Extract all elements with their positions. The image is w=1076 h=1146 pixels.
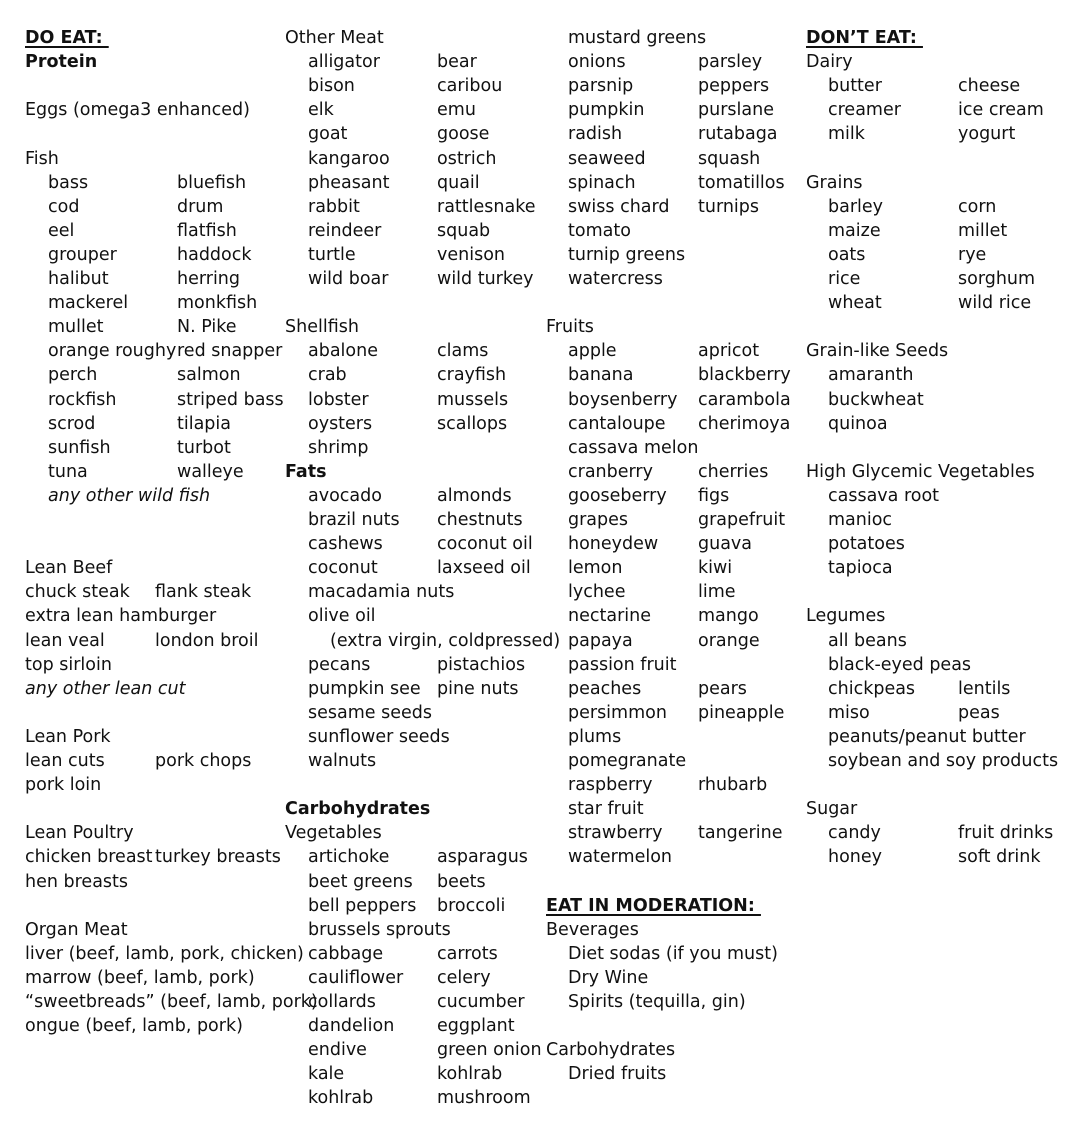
list-item: (extra virgin, coldpressed) xyxy=(330,631,561,651)
section-heading: EAT IN MODERATION: xyxy=(546,896,761,916)
list-item: apricot xyxy=(698,341,760,361)
list-item: buckwheat xyxy=(828,390,924,410)
subheading: Vegetables xyxy=(285,823,382,843)
list-item: squash xyxy=(698,149,761,169)
list-item: wild turkey xyxy=(437,269,534,289)
list-item: oysters xyxy=(308,414,373,434)
list-item: sunflower seeds xyxy=(308,727,450,747)
list-item: kohlrab xyxy=(308,1088,374,1108)
list-item: all beans xyxy=(828,631,907,651)
list-item: soft drink xyxy=(958,847,1041,867)
list-item: perch xyxy=(48,365,98,385)
list-item: swiss chard xyxy=(568,197,670,217)
list-item: kangaroo xyxy=(308,149,390,169)
list-item: boysenberry xyxy=(568,390,678,410)
subheading: Sugar xyxy=(806,799,858,819)
list-item: quail xyxy=(437,173,480,193)
list-item: butter xyxy=(828,76,882,96)
list-item: coconut xyxy=(308,558,378,578)
list-item: honey xyxy=(828,847,883,867)
list-item: star fruit xyxy=(568,799,644,819)
list-item: corn xyxy=(958,197,997,217)
list-item: laxseed oil xyxy=(437,558,531,578)
list-item: gooseberry xyxy=(568,486,667,506)
list-item: orange xyxy=(698,631,760,651)
list-item: squab xyxy=(437,221,491,241)
list-item: mackerel xyxy=(48,293,129,313)
list-item: cucumber xyxy=(437,992,525,1012)
list-item: cassava root xyxy=(828,486,940,506)
list-item: tomato xyxy=(568,221,631,241)
list-item: peppers xyxy=(698,76,770,96)
list-item: chestnuts xyxy=(437,510,523,530)
subheading: Shellfish xyxy=(285,317,359,337)
list-item: mussels xyxy=(437,390,509,410)
list-item: asparagus xyxy=(437,847,528,867)
subheading: Other Meat xyxy=(285,28,384,48)
list-item: crab xyxy=(308,365,347,385)
list-item: N. Pike xyxy=(177,317,237,337)
list-item: clams xyxy=(437,341,489,361)
list-item: pecans xyxy=(308,655,371,675)
list-item: drum xyxy=(177,197,224,217)
list-item: maize xyxy=(828,221,881,241)
list-item: bear xyxy=(437,52,477,72)
list-item: lobster xyxy=(308,390,369,410)
list-item: turnip greens xyxy=(568,245,686,265)
list-item: striped bass xyxy=(177,390,284,410)
list-item: brussels sprouts xyxy=(308,920,451,940)
list-item: strawberry xyxy=(568,823,663,843)
list-item: tilapia xyxy=(177,414,232,434)
list-item: rutabaga xyxy=(698,124,778,144)
list-item: chicken breast xyxy=(25,847,153,867)
list-item: sorghum xyxy=(958,269,1036,289)
list-item: reindeer xyxy=(308,221,382,241)
list-item: pistachios xyxy=(437,655,526,675)
list-item: peaches xyxy=(568,679,642,699)
list-item: wild boar xyxy=(308,269,389,289)
list-item: kiwi xyxy=(698,558,733,578)
list-item: coconut oil xyxy=(437,534,533,554)
list-item: cashews xyxy=(308,534,383,554)
subheading: any other lean cut xyxy=(25,679,186,699)
subheading: “sweetbreads” (beef, lamb, pork) xyxy=(25,992,318,1012)
list-item: nectarine xyxy=(568,606,651,626)
list-item: scrod xyxy=(48,414,96,434)
list-item: parsley xyxy=(698,52,763,72)
list-item: tuna xyxy=(48,462,88,482)
subheading: Legumes xyxy=(806,606,886,626)
list-item: walnuts xyxy=(308,751,377,771)
list-item: turbot xyxy=(177,438,231,458)
list-item: miso xyxy=(828,703,870,723)
list-item: onions xyxy=(568,52,626,72)
list-item: cheese xyxy=(958,76,1021,96)
list-item: walleye xyxy=(177,462,244,482)
list-item: cod xyxy=(48,197,80,217)
list-item: peanuts/peanut butter xyxy=(828,727,1026,747)
list-item: monkfish xyxy=(177,293,258,313)
list-item: rice xyxy=(828,269,861,289)
list-item: Spirits (tequilla, gin) xyxy=(568,992,746,1012)
list-item: kohlrab xyxy=(437,1064,503,1084)
subheading: Eggs (omega3 enhanced) xyxy=(25,100,250,120)
list-item: yogurt xyxy=(958,124,1016,144)
list-item: mustard greens xyxy=(568,28,707,48)
subheading: hen breasts xyxy=(25,872,129,892)
list-item: quinoa xyxy=(828,414,888,434)
list-item: candy xyxy=(828,823,881,843)
list-item: eggplant xyxy=(437,1016,515,1036)
subheading: Carbohydrates xyxy=(546,1040,676,1060)
list-item: elk xyxy=(308,100,334,120)
list-item: shrimp xyxy=(308,438,369,458)
list-item: rabbit xyxy=(308,197,360,217)
list-item: Diet sodas (if you must) xyxy=(568,944,778,964)
subheading: Organ Meat xyxy=(25,920,128,940)
list-item: barley xyxy=(828,197,884,217)
list-item: persimmon xyxy=(568,703,667,723)
list-item: carambola xyxy=(698,390,791,410)
list-item: cauliflower xyxy=(308,968,404,988)
list-item: olive oil xyxy=(308,606,376,626)
list-item: rattlesnake xyxy=(437,197,536,217)
list-item: orange roughy xyxy=(48,341,177,361)
list-item: wild rice xyxy=(958,293,1032,313)
list-item: avocado xyxy=(308,486,382,506)
list-item: lentils xyxy=(958,679,1011,699)
list-item: turnips xyxy=(698,197,760,217)
list-item: cranberry xyxy=(568,462,653,482)
section-heading: DON’T EAT: xyxy=(806,28,923,48)
list-item: rye xyxy=(958,245,987,265)
list-item: lean cuts xyxy=(25,751,105,771)
subheading: ongue (beef, lamb, pork) xyxy=(25,1016,243,1036)
list-item: flank steak xyxy=(155,582,252,602)
list-item: cabbage xyxy=(308,944,384,964)
list-item: raspberry xyxy=(568,775,653,795)
list-item: turkey breasts xyxy=(155,847,281,867)
list-item: guava xyxy=(698,534,753,554)
subheading: top sirloin xyxy=(25,655,112,675)
list-item: cantaloupe xyxy=(568,414,666,434)
list-item: passion fruit xyxy=(568,655,677,675)
list-item: pomegranate xyxy=(568,751,687,771)
list-item: mango xyxy=(698,606,759,626)
list-item: herring xyxy=(177,269,241,289)
list-item: cassava melon xyxy=(568,438,699,458)
list-item: beet greens xyxy=(308,872,413,892)
subheading: Dairy xyxy=(806,52,853,72)
list-item: cherimoya xyxy=(698,414,791,434)
list-item: pheasant xyxy=(308,173,390,193)
list-item: sunfish xyxy=(48,438,111,458)
list-item: watermelon xyxy=(568,847,673,867)
list-item: artichoke xyxy=(308,847,390,867)
list-item: rockfish xyxy=(48,390,117,410)
list-item: collards xyxy=(308,992,376,1012)
list-item: potatoes xyxy=(828,534,905,554)
list-item: millet xyxy=(958,221,1008,241)
list-item: beets xyxy=(437,872,486,892)
list-item: rhubarb xyxy=(698,775,768,795)
list-item: almonds xyxy=(437,486,512,506)
list-item: fruit drinks xyxy=(958,823,1054,843)
list-item: ice cream xyxy=(958,100,1044,120)
list-item: tangerine xyxy=(698,823,783,843)
list-item: seaweed xyxy=(568,149,646,169)
list-item: halibut xyxy=(48,269,109,289)
list-item: bell peppers xyxy=(308,896,417,916)
list-item: lean veal xyxy=(25,631,105,651)
list-item: mullet xyxy=(48,317,104,337)
list-item: grouper xyxy=(48,245,117,265)
list-item: venison xyxy=(437,245,505,265)
list-item: scallops xyxy=(437,414,508,434)
list-item: soybean and soy products xyxy=(828,751,1059,771)
list-item: ostrich xyxy=(437,149,497,169)
list-item: goat xyxy=(308,124,348,144)
subheading: pork loin xyxy=(25,775,102,795)
list-item: red snapper xyxy=(177,341,283,361)
list-item: creamer xyxy=(828,100,901,120)
list-item: amaranth xyxy=(828,365,914,385)
list-item: oats xyxy=(828,245,866,265)
subheading: extra lean hamburger xyxy=(25,606,217,626)
list-item: parsnip xyxy=(568,76,634,96)
list-item: pineapple xyxy=(698,703,785,723)
category-heading: Carbohydrates xyxy=(285,799,431,819)
list-item: peas xyxy=(958,703,1000,723)
list-item: blackberry xyxy=(698,365,791,385)
list-item: cherries xyxy=(698,462,769,482)
list-item: bluefish xyxy=(177,173,247,193)
list-item: bass xyxy=(48,173,89,193)
list-item: watercress xyxy=(568,269,663,289)
list-item: manioc xyxy=(828,510,893,530)
list-item: grapefruit xyxy=(698,510,786,530)
list-item: pears xyxy=(698,679,747,699)
subheading: Lean Beef xyxy=(25,558,113,578)
list-item: mushroom xyxy=(437,1088,531,1108)
list-item: plums xyxy=(568,727,622,747)
list-item: haddock xyxy=(177,245,252,265)
list-item: tapioca xyxy=(828,558,893,578)
list-item: pumpkin see xyxy=(308,679,421,699)
list-item: goose xyxy=(437,124,490,144)
list-item: kale xyxy=(308,1064,345,1084)
list-item: banana xyxy=(568,365,634,385)
list-item: tomatillos xyxy=(698,173,785,193)
subheading: High Glycemic Vegetables xyxy=(806,462,1035,482)
list-item: grapes xyxy=(568,510,629,530)
list-item: papaya xyxy=(568,631,633,651)
list-item: any other wild fish xyxy=(48,486,211,506)
list-item: celery xyxy=(437,968,491,988)
section-heading: DO EAT: xyxy=(25,28,109,48)
subheading: Fruits xyxy=(546,317,594,337)
category-heading: Fats xyxy=(285,462,327,482)
list-item: turtle xyxy=(308,245,356,265)
list-item: endive xyxy=(308,1040,367,1060)
subheading: Grains xyxy=(806,173,863,193)
subheading: Grain-like Seeds xyxy=(806,341,949,361)
subheading: liver (beef, lamb, pork, chicken) xyxy=(25,944,304,964)
list-item: chickpeas xyxy=(828,679,916,699)
list-item: lime xyxy=(698,582,736,602)
list-item: black-eyed peas xyxy=(828,655,972,675)
list-item: alligator xyxy=(308,52,380,72)
list-item: milk xyxy=(828,124,865,144)
list-item: salmon xyxy=(177,365,241,385)
list-item: bison xyxy=(308,76,355,96)
list-item: pumpkin xyxy=(568,100,645,120)
list-item: brazil nuts xyxy=(308,510,400,530)
list-item: green onion xyxy=(437,1040,542,1060)
list-item: macadamia nuts xyxy=(308,582,455,602)
list-item: emu xyxy=(437,100,476,120)
list-item: radish xyxy=(568,124,623,144)
list-item: pine nuts xyxy=(437,679,519,699)
list-item: Dried fruits xyxy=(568,1064,667,1084)
list-item: wheat xyxy=(828,293,882,313)
list-item: carrots xyxy=(437,944,498,964)
list-item: eel xyxy=(48,221,75,241)
subheading: Beverages xyxy=(546,920,639,940)
list-item: pork chops xyxy=(155,751,252,771)
list-item: spinach xyxy=(568,173,636,193)
subheading: Fish xyxy=(25,149,59,169)
list-item: abalone xyxy=(308,341,378,361)
list-item: london broil xyxy=(155,631,259,651)
list-item: sesame seeds xyxy=(308,703,432,723)
list-item: purslane xyxy=(698,100,774,120)
list-item: flatfish xyxy=(177,221,237,241)
list-item: Dry Wine xyxy=(568,968,649,988)
subheading: marrow (beef, lamb, pork) xyxy=(25,968,255,988)
list-item: caribou xyxy=(437,76,503,96)
list-item: dandelion xyxy=(308,1016,395,1036)
list-item: lemon xyxy=(568,558,623,578)
list-item: apple xyxy=(568,341,617,361)
list-item: crayfish xyxy=(437,365,507,385)
list-item: honeydew xyxy=(568,534,659,554)
subheading: Lean Poultry xyxy=(25,823,134,843)
list-item: chuck steak xyxy=(25,582,130,602)
category-heading: Protein xyxy=(25,52,98,72)
list-item: broccoli xyxy=(437,896,506,916)
list-item: lychee xyxy=(568,582,626,602)
list-item: figs xyxy=(698,486,730,506)
subheading: Lean Pork xyxy=(25,727,111,747)
